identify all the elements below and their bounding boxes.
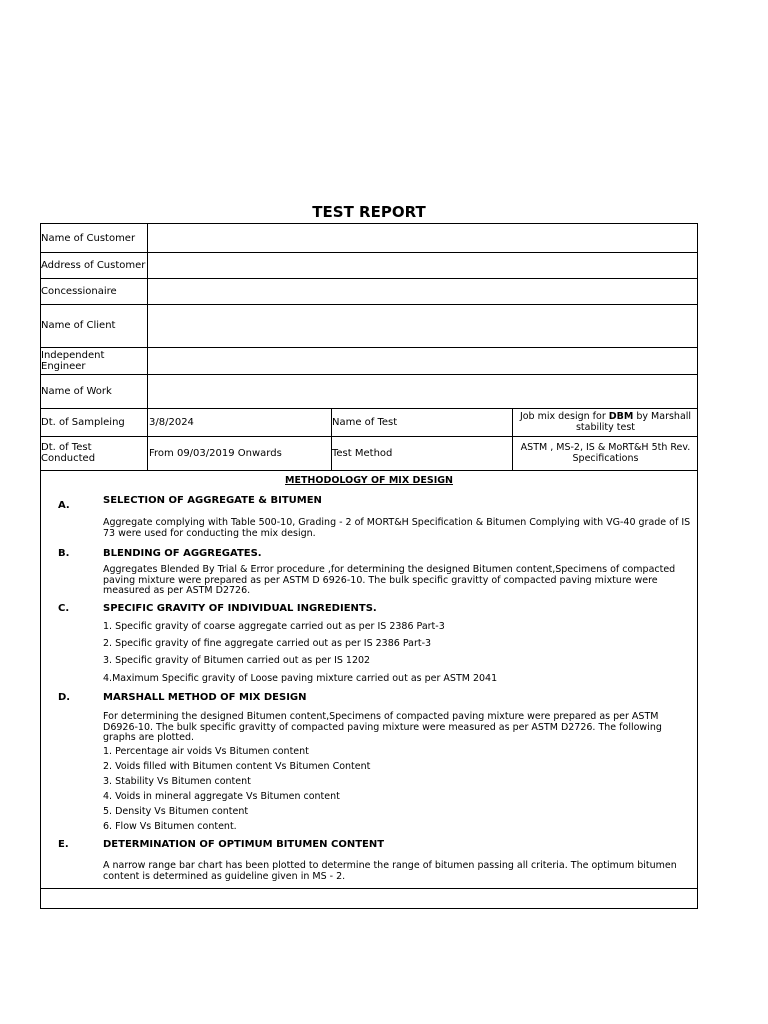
method-value: ASTM , MS-2, IS & MoRT&H 5th Rev. Specifications <box>520 442 691 464</box>
section-a-letter: A. <box>58 500 70 511</box>
work-label: Name of Work <box>41 385 112 397</box>
test-name-bold: DBM <box>608 411 634 422</box>
method-label: Test Method <box>332 447 393 459</box>
address-label: Address of Customer <box>41 259 146 271</box>
concessionaire-label: Concessionaire <box>41 285 117 297</box>
customer-label: Name of Customer <box>41 232 136 244</box>
section-d-item: 4. Voids in mineral aggregate Vs Bitumen content <box>103 791 340 802</box>
section-c-item: 1. Specific gravity of coarse aggregate carried out as per IS 2386 Part-3 <box>103 621 445 632</box>
section-d-item: 1. Percentage air voids Vs Bitumen content <box>103 746 309 757</box>
section-a-heading: SELECTION OF AGGREGATE & BITUMEN <box>103 495 322 506</box>
section-d-item: 5. Density Vs Bitumen content <box>103 806 249 817</box>
section-d-heading: MARSHALL METHOD OF MIX DESIGN <box>103 692 307 703</box>
client-value <box>151 304 691 347</box>
conducted-value: From 09/03/2019 Onwards <box>149 447 282 459</box>
section-a-text: Aggregate complying with Table 500-10, Grading - 2 of MORT&H Specification & Bitumen Complying with VG-40 grade of IS 73 were used for conducting the mix design. <box>103 517 691 539</box>
test-name-value <box>514 408 697 436</box>
section-d-item: 2. Voids filled with Bitumen content Vs Bitumen Content <box>103 761 371 772</box>
section-d-item: 6. Flow Vs Bitumen content. <box>103 821 237 832</box>
row-divider <box>41 470 697 471</box>
test-name-suffix: by Marshall stability test <box>575 411 692 433</box>
concessionaire-value <box>151 278 691 304</box>
row-divider <box>41 888 697 889</box>
section-e-heading: DETERMINATION OF OPTIMUM BITUMEN CONTENT <box>103 839 385 850</box>
address-value <box>151 252 691 278</box>
methodology-title: METHODOLOGY OF MIX DESIGN <box>285 475 453 486</box>
customer-value <box>151 224 691 252</box>
section-c-item: 3. Specific gravity of Bitumen carried out as per IS 1202 <box>103 655 371 666</box>
test-name-label: Name of Test <box>332 416 398 428</box>
section-d-letter: D. <box>58 692 71 703</box>
column-divider <box>147 224 148 470</box>
section-d-text: For determining the designed Bitumen content,Specimens of compacted paving mixture were prepared as per ASTM D6926-10. The bulk specific gravitty of compacted paving mixture were measured as per ASTM D2726. The following graphs are plotted. <box>103 711 662 743</box>
client-label: Name of Client <box>41 320 116 331</box>
section-e-text: A narrow range bar chart has been plotted to determine the range of bitumen passing all criteria. The optimum bitumen content is determined as guideline given in MS - 2. <box>103 860 677 882</box>
section-c-item: 2. Specific gravity of fine aggregate carried out as per IS 2386 Part-3 <box>103 638 432 649</box>
engineer-label: Independent Engineer <box>41 349 105 372</box>
sampling-label: Dt. of Sampleing <box>41 416 125 428</box>
section-b-heading: BLENDING OF AGGREGATES. <box>103 548 262 559</box>
report-title: TEST REPORT <box>312 203 426 221</box>
report-table <box>40 223 698 909</box>
sampling-value: 3/8/2024 <box>149 416 194 428</box>
section-c-letter: C. <box>58 603 70 614</box>
column-divider <box>512 408 513 470</box>
test-name-prefix: Job mix design for <box>519 411 609 422</box>
work-value <box>151 374 691 408</box>
engineer-value <box>151 347 691 374</box>
section-d-item: 3. Stability Vs Bitumen content <box>103 776 251 787</box>
section-c-item: 4.Maximum Specific gravity of Loose paving mixture carried out as per ASTM 2041 <box>103 673 498 684</box>
section-b-text: Aggregates Blended By Trial & Error procedure ,for determining the designed Bitumen content,Specimens of compacted paving mixture were prepared as per ASTM D 6926-10. The bulk specific gravitty of compacted paving mixture were measured as per ASTM D2726. <box>103 564 676 596</box>
section-b-letter: B. <box>58 548 70 559</box>
conducted-label: Dt. of Test Conducted <box>41 442 96 464</box>
section-c-heading: SPECIFIC GRAVITY OF INDIVIDUAL INGREDIENTS. <box>103 603 377 614</box>
section-e-letter: E. <box>58 839 69 850</box>
